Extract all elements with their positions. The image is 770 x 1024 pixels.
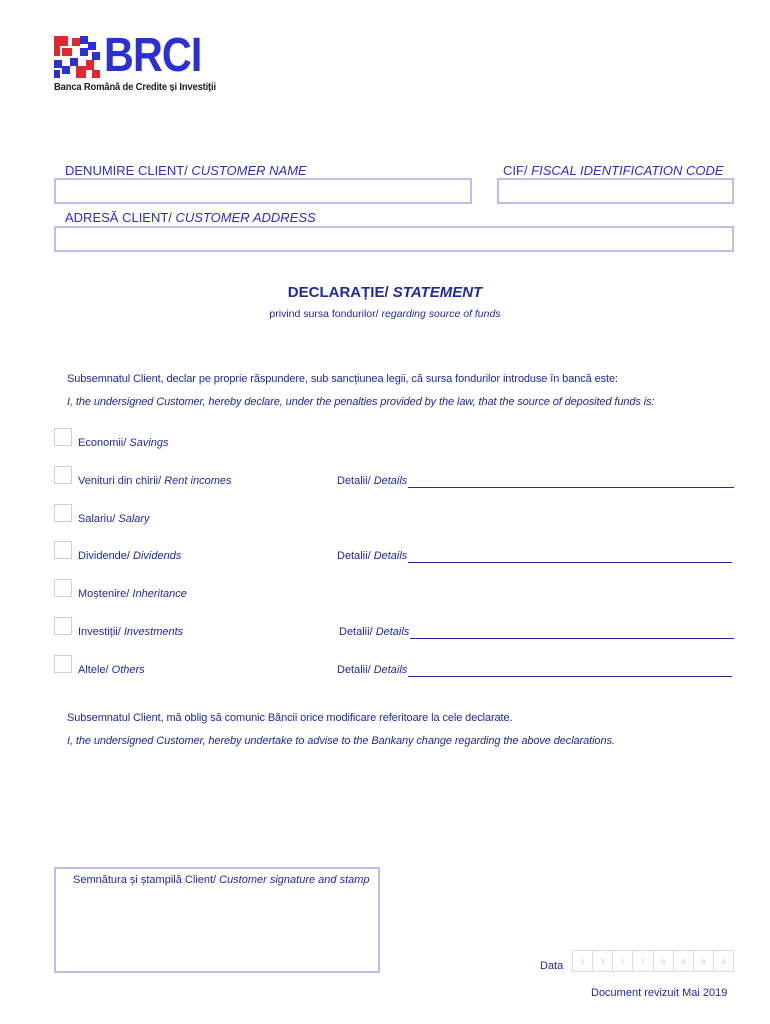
address-field[interactable] [54,226,734,252]
statement-subtitle-en: regarding source of funds [381,308,501,320]
details-label-en: Details [375,626,410,638]
revision-note: Document revizuit Mai 2019 [591,987,728,999]
date-digit-cell[interactable]: a [694,951,714,971]
option-label [78,664,145,676]
date-digit-cell[interactable]: a [721,957,726,966]
intro-text-en: I, the undersigned Customer, hereby declare, under the penalties provided by the law, that the source of deposited funds is: [67,396,655,408]
brand-name: BRCI [104,29,202,82]
statement-title-ro: DECLARAȚIE/ [287,284,393,301]
date-digit-cell[interactable]: l [613,951,633,971]
checkbox-option[interactable] [54,428,72,446]
option-label-ro: Economii/ [78,437,130,449]
details-label-ro: Detalii/ [337,475,374,487]
option-label-en: Others [111,664,145,676]
checkbox-option[interactable] [54,466,72,484]
option-label-ro: Investiții/ [78,626,124,638]
option-label-ro: Salariu/ [78,513,119,525]
signature-label [73,874,370,886]
details-label-en: Details [373,550,408,562]
details-label-ro: Detalii/ [339,626,376,638]
option-label [78,626,183,638]
option-label-en: Salary [118,513,150,525]
date-digit-cell[interactable]: z [593,951,613,971]
intro-text-ro: Subsemnatul Client, declar pe proprie răspundere, sub sancțiunea legii, că sursa fondurilor introduse în bancă este: [67,373,618,385]
cif-label [503,163,724,178]
details-input-line[interactable] [408,676,732,677]
checkbox-option[interactable] [54,579,72,597]
date-label: Data [540,960,564,972]
statement-subtitle [0,308,770,320]
details-label [337,664,407,676]
option-label-en: Dividends [133,550,182,562]
details-label-ro: Detalii/ [337,550,374,562]
brci-logo-icon [54,36,100,78]
option-label [78,588,187,600]
details-label [337,550,407,562]
undertaking-text-en: I, the undersigned Customer, hereby undertake to advise to the Bankany change regarding the above declarations. [67,735,615,747]
details-input-line[interactable] [408,487,734,488]
address-label-ro: ADRESĂ CLIENT/ [65,210,176,225]
date-digit-cell[interactable]: l [633,951,653,971]
undertaking-text-ro: Subsemnatul Client, mă oblig să comunic Băncii orice modificare referitoare la cele declarate. [67,712,513,724]
option-label-ro: Moștenire/ [78,588,133,600]
details-label-en: Details [373,475,408,487]
option-label [78,513,150,525]
date-digit-cell[interactable]: a [674,951,694,971]
option-label [78,475,231,487]
date-digit-cell[interactable]: z [573,951,593,971]
cif-field[interactable] [497,178,734,204]
option-label-ro: Venituri din chirii/ [78,475,165,487]
signature-label-ro: Semnătura și ștampilă Client/ [73,874,220,886]
statement-subtitle-ro: privind sursa fondurilor/ [269,308,382,320]
details-label [339,626,409,638]
option-label-en: Investments [123,626,184,638]
brand-subtitle: Banca Română de Credite și Investiții [54,81,216,93]
date-digit-cell[interactable]: a [654,951,674,971]
option-label-ro: Dividende/ [78,550,134,562]
option-label-en: Rent incomes [164,475,232,487]
customer-name-label [65,163,307,178]
address-label-en: CUSTOMER ADDRESS [175,210,316,225]
address-label [65,210,316,225]
checkbox-option[interactable] [54,617,72,635]
checkbox-option[interactable] [54,655,72,673]
signature-label-en: Customer signature and stamp [219,874,370,886]
option-label-en: Inheritance [132,588,187,600]
option-label [78,550,181,562]
customer-name-label-ro: DENUMIRE CLIENT/ [65,163,192,178]
date-field[interactable] [572,950,734,972]
details-input-line[interactable] [408,562,732,563]
details-label [337,475,407,487]
cif-label-ro: CIF/ [503,163,532,178]
statement-title [0,284,770,301]
cif-label-en: FISCAL IDENTIFICATION CODE [531,163,724,178]
details-label-ro: Detalii/ [337,664,374,676]
customer-name-field[interactable] [54,178,472,204]
details-input-line[interactable] [410,638,734,639]
details-label-en: Details [373,664,408,676]
option-label [78,437,169,449]
checkbox-option[interactable] [54,504,72,522]
option-label-ro: Altele/ [78,664,112,676]
customer-name-label-en: CUSTOMER NAME [191,163,307,178]
option-label-en: Savings [129,437,169,449]
statement-title-en: STATEMENT [392,284,483,301]
checkbox-option[interactable] [54,541,72,559]
